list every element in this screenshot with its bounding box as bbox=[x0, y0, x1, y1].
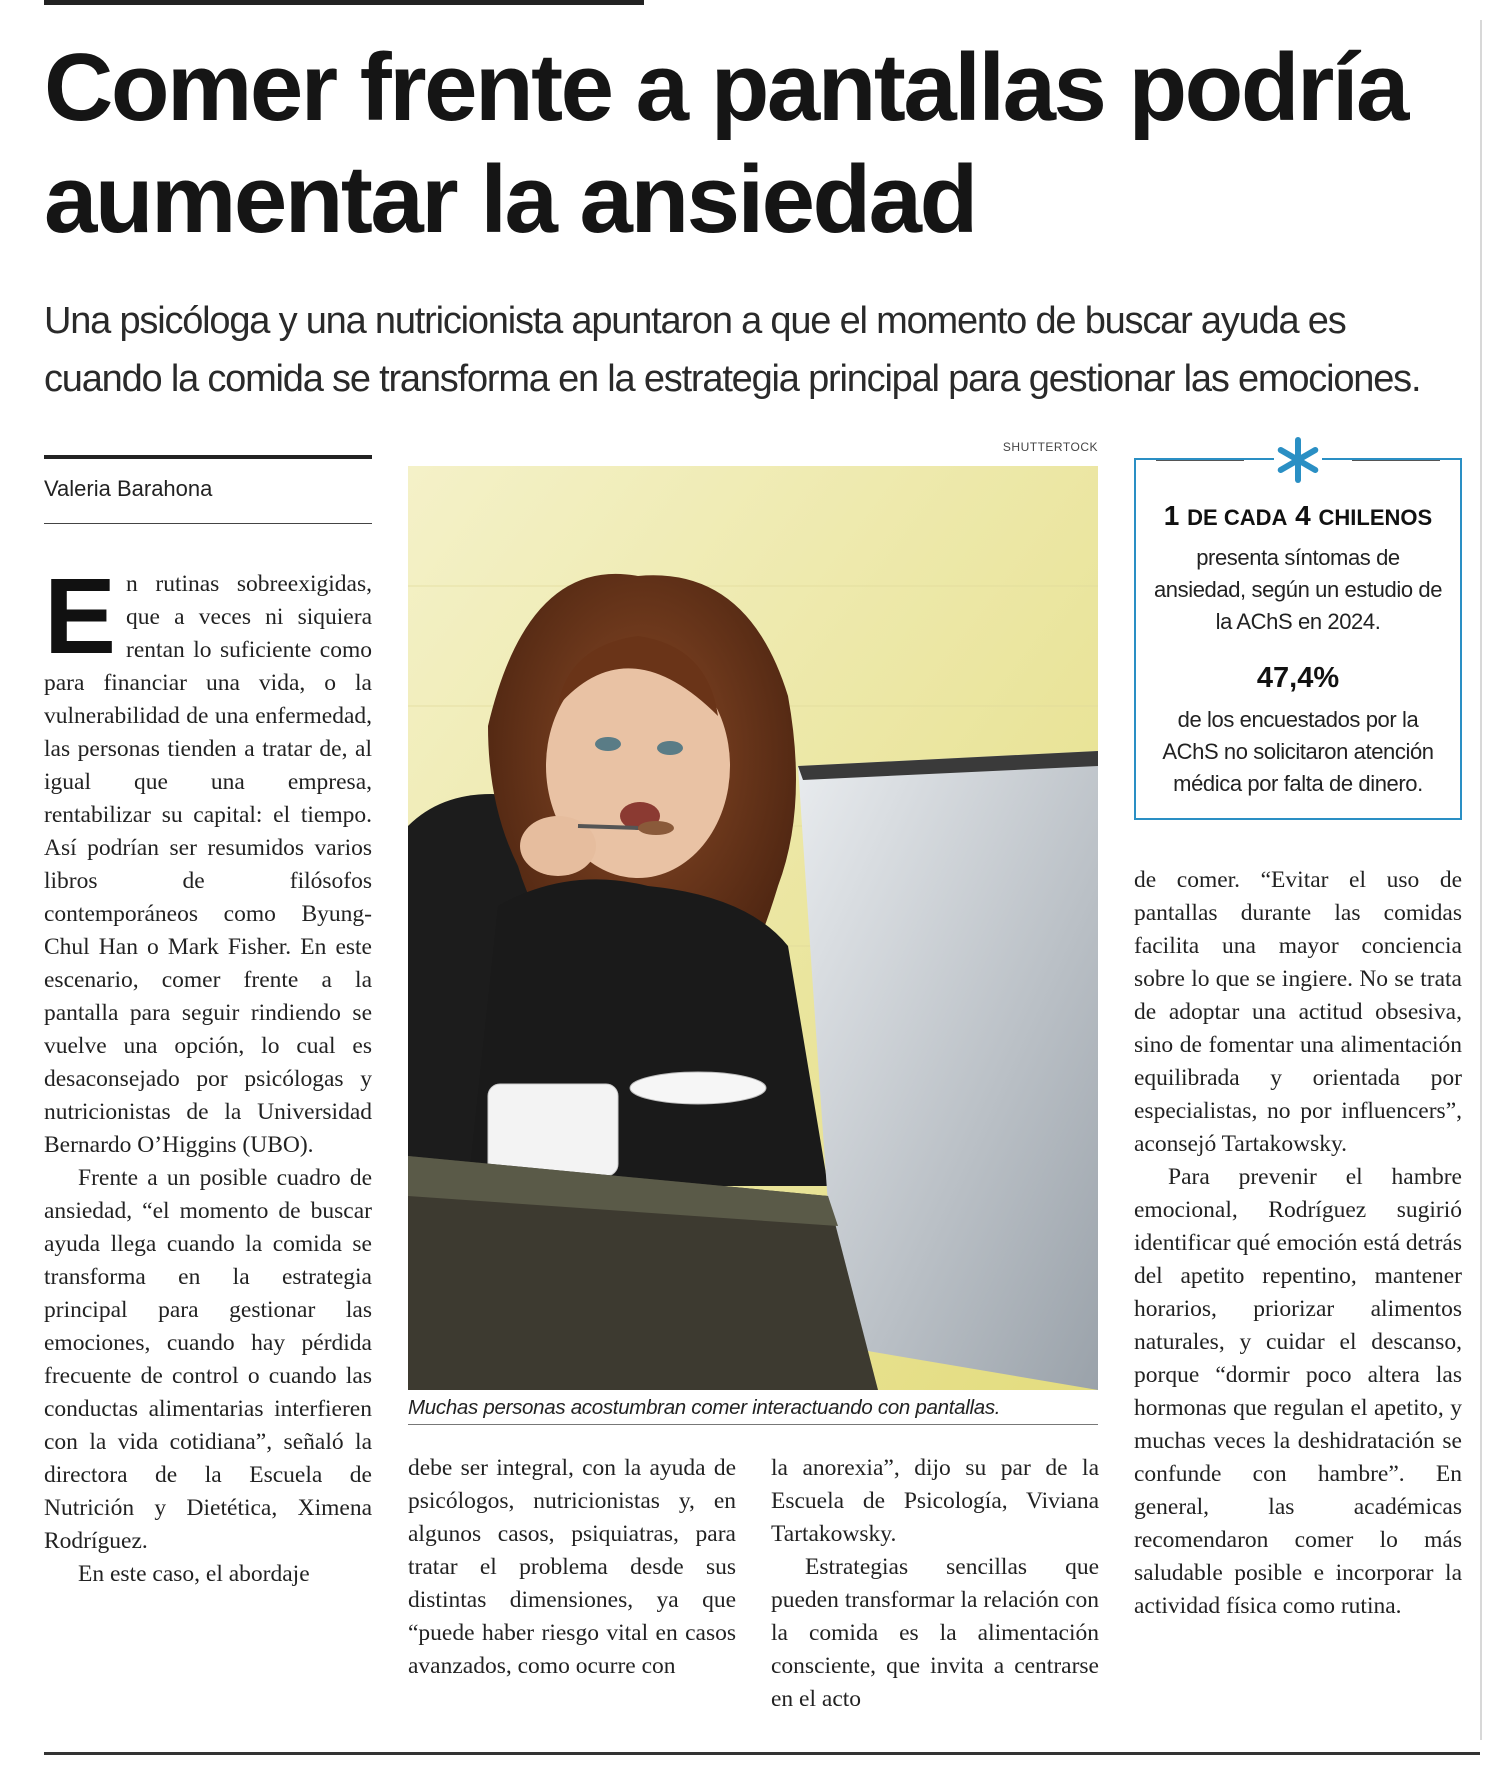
article-photo bbox=[408, 466, 1098, 1390]
bottom-rule bbox=[44, 1752, 1480, 1755]
fact-statistic: 47,4% bbox=[1256, 662, 1340, 694]
asterisk-icon bbox=[1274, 436, 1322, 484]
fact-text: presenta síntomas de ansiedad, según un estudio de la AChS en 2024. bbox=[1153, 545, 1443, 634]
fact-headline-text: DE CADA bbox=[1187, 505, 1288, 530]
fact-headline-text: CHILENOS bbox=[1318, 505, 1433, 530]
body-paragraph: Para prevenir el hambre emocional, Rodríguez sugirió identificar qué emoción está detrás del apetito repentino, mantener horarios, priorizar alimentos naturales, y cuidar el descanso, porque “dormir poco altera las hormonas que regulan el apetito, y muchas veces la deshidratación se confunde con hambre”. En general, las académicas recomendaron comer lo más saludable posible e incorporar la actividad física como rutina. bbox=[1134, 1164, 1462, 1619]
column-divider bbox=[1480, 20, 1482, 1740]
top-rule bbox=[44, 0, 644, 5]
body-column-2 bbox=[408, 1452, 736, 1683]
fact-text: de los encuestados por la AChS no solicitaron atención médica por falta de dinero. bbox=[1162, 707, 1434, 796]
body-text: n rutinas sobreexigidas, que a veces ni siquiera rentan lo suficiente como para financiar una vida, o la vulnerabilidad de una enfermedad, las personas tienden a tratar de, al igual que una empresa, rentabilizar su capital: el tiempo. Así podrían ser resumidos varios libros de filósofos contemporáneos como Byung-Chul Han o Mark Fisher. En este escenario, comer frente a la pantalla para seguir rindiendo se vuelve una opción, lo cual es desaconsejado por psicólogas y nutricionistas de la Universidad Bernardo O’Higgins (UBO). bbox=[44, 571, 372, 1158]
fact-number: 1 bbox=[1163, 500, 1180, 531]
body-paragraph: de comer. “Evitar el uso de pantallas durante las comidas facilita una mayor conciencia sobre lo que se ingiere. No se trata de adoptar una actitud obsesiva, sino de fomentar una alimentación equilibrada y orientada por especialistas, no por influencers”, aconsejó Tartakowsky. bbox=[1134, 867, 1462, 1157]
caption-rule bbox=[408, 1424, 1098, 1425]
body-paragraph bbox=[44, 555, 372, 1162]
byline: Valeria Barahona bbox=[44, 476, 213, 501]
fact-box-rule bbox=[1352, 460, 1440, 461]
deck-subtitle: Una psicóloga y una nutricionista apuntaron a que el momento de buscar ayuda es cuando la comida se transforma en la estrategia principal para gestionar las emociones. bbox=[44, 300, 1421, 400]
fact-headline bbox=[1136, 500, 1460, 532]
fact-box bbox=[1134, 458, 1462, 820]
drop-cap: E bbox=[44, 555, 117, 676]
body-paragraph: En este caso, el abordaje bbox=[78, 1561, 310, 1587]
fact-box-rule bbox=[1156, 460, 1244, 461]
body-column-3 bbox=[771, 1452, 1099, 1716]
body-column-1 bbox=[44, 555, 372, 1591]
body-paragraph: Estrategias sencillas que pueden transformar la relación con la comida es la alimentación consciente, que invita a centrarse en el acto bbox=[771, 1554, 1099, 1712]
fact-number: 4 bbox=[1295, 500, 1311, 531]
photo-credit: SHUTTERTOCK bbox=[1002, 440, 1098, 454]
headline: Comer frente a pantallas podría aumentar la ansiedad bbox=[44, 34, 1407, 253]
body-paragraph: Frente a un posible cuadro de ansiedad, “el momento de buscar ayuda llega cuando la comida se transforma en la estrategia principal para gestionar las emociones, cuando hay pérdida frecuente de control o cuando las conductas alimentarias interfieren con la vida cotidiana”, señaló la directora de la Escuela de Nutrición y Dietética, Ximena Rodríguez. bbox=[44, 1165, 372, 1554]
body-paragraph: la anorexia”, dijo su par de la Escuela de Psicología, Viviana Tartakowsky. bbox=[771, 1455, 1099, 1547]
byline-rule bbox=[44, 455, 372, 459]
body-paragraph: debe ser integral, con la ayuda de psicólogos, nutricionistas y, en algunos casos, psiquiatras, para tratar el problema desde sus distintas dimensiones, ya que “puede haber riesgo vital en casos avanzados, como ocurre con bbox=[408, 1455, 736, 1679]
photo-caption: Muchas personas acostumbran comer interactuando con pantallas. bbox=[408, 1396, 1001, 1419]
byline-rule bbox=[44, 523, 372, 524]
body-column-4 bbox=[1134, 864, 1462, 1623]
